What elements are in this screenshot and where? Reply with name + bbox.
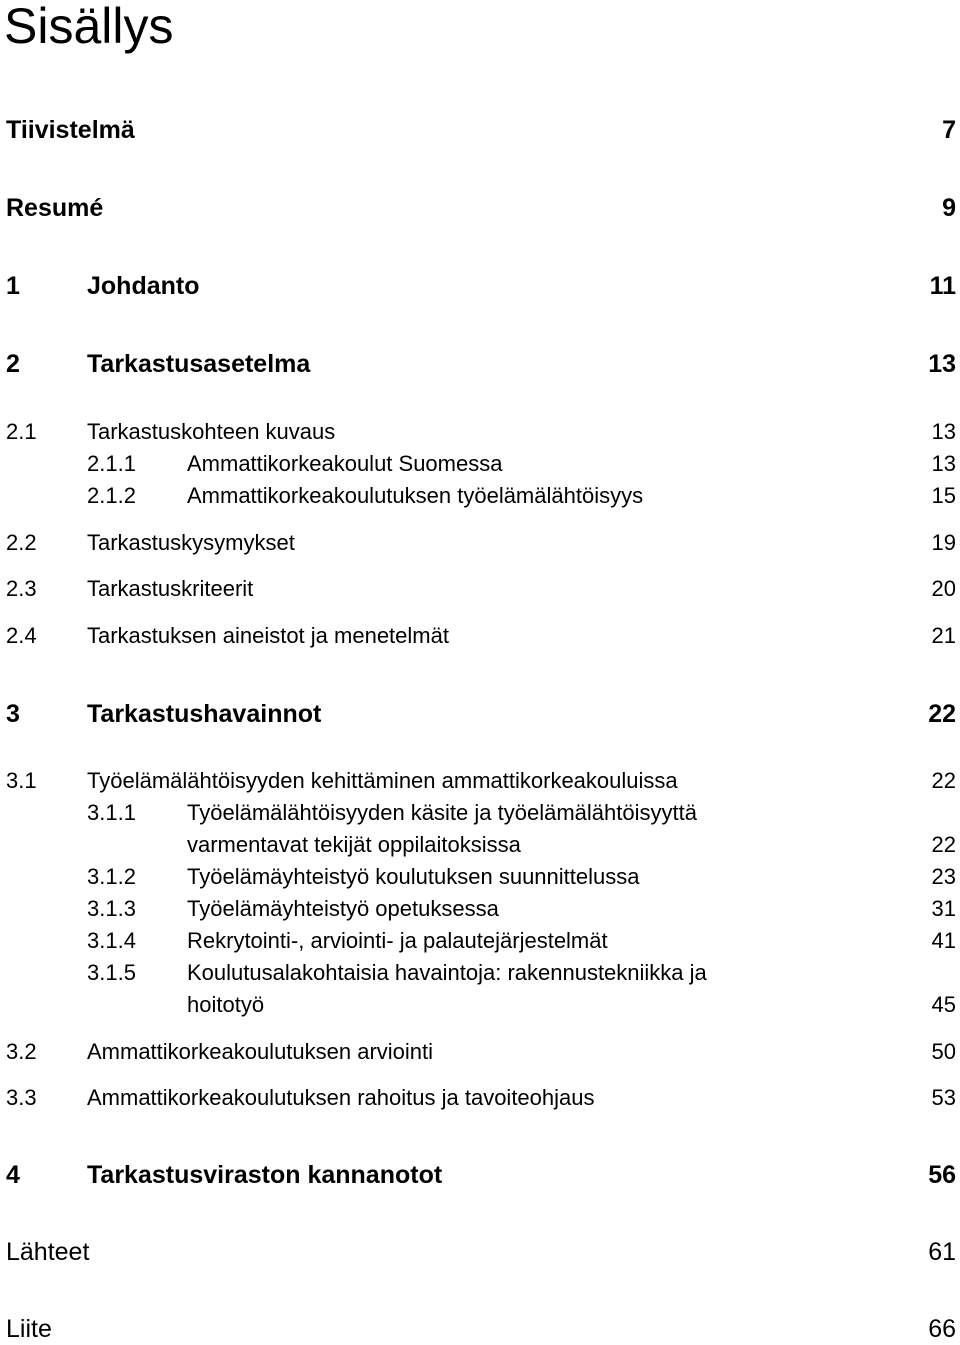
toc-entry-page: 31 bbox=[931, 896, 956, 921]
toc-entry-number: 3.3 bbox=[6, 1085, 37, 1110]
toc-entry-text: Työelämäyhteistyö opetuksessa bbox=[187, 896, 499, 921]
toc-entry-number: 3.1.3 bbox=[87, 896, 136, 921]
toc-entry-text: Tarkastuksen aineistot ja menetelmät bbox=[87, 623, 449, 648]
toc-entry-number: 1 bbox=[6, 272, 20, 300]
toc-entry-page: 13 bbox=[928, 350, 956, 378]
toc-entry-s3-1-5[interactable] bbox=[6, 959, 956, 1023]
toc-entry-text: Tarkastusviraston kannanotot bbox=[87, 1161, 443, 1189]
toc-entry-text: Työelämälähtöisyyden kehittäminen ammattikorkeakouluissa bbox=[87, 768, 678, 793]
toc-entry-page: 56 bbox=[928, 1161, 956, 1189]
toc-entry-page: 23 bbox=[931, 864, 956, 889]
toc-entry-page: 15 bbox=[931, 483, 956, 508]
toc-entry-text: Rekrytointi-, arviointi- ja palautejärjestelmät bbox=[187, 928, 608, 953]
toc-entry-text: Tiivistelmä bbox=[6, 116, 135, 144]
toc-entry-number: 4 bbox=[6, 1161, 20, 1189]
toc-entry-s3-1-1[interactable] bbox=[6, 799, 956, 863]
toc-entry-text-continuation: hoitotyö bbox=[187, 992, 265, 1017]
toc-entry-text: Tarkastuskysymykset bbox=[87, 530, 295, 555]
toc-entry-text-continuation: varmentavat tekijät oppilaitoksissa bbox=[187, 832, 521, 857]
toc-entry-page: 61 bbox=[928, 1238, 956, 1266]
toc-entry-page: 21 bbox=[931, 623, 956, 648]
toc-entry-text: Johdanto bbox=[87, 272, 200, 300]
toc-entry-number: 2.1.1 bbox=[87, 451, 136, 476]
toc-entry-page: 13 bbox=[931, 451, 956, 476]
toc-entry-page: 19 bbox=[931, 530, 956, 555]
toc-entry-page: 20 bbox=[931, 576, 956, 601]
toc-entry-page: 22 bbox=[931, 832, 956, 857]
toc-entry-text: Ammattikorkeakoulutuksen arviointi bbox=[87, 1039, 434, 1064]
toc-entry-number: 3.1.5 bbox=[87, 960, 136, 985]
toc-entry-text: Tarkastuskriteerit bbox=[87, 576, 254, 601]
toc-entry-text: Tarkastushavainnot bbox=[87, 700, 322, 728]
toc-entry-number: 2.1 bbox=[6, 419, 37, 444]
toc-entry-number: 2.3 bbox=[6, 576, 37, 601]
toc-entry-text: Ammattikorkeakoulut Suomessa bbox=[187, 451, 503, 476]
toc-entry-page: 66 bbox=[928, 1315, 956, 1343]
toc-entry-page: 22 bbox=[931, 768, 956, 793]
toc-entry-page: 7 bbox=[942, 116, 956, 144]
toc-entry-text: Liite bbox=[6, 1315, 52, 1343]
toc-entry-page: 11 bbox=[929, 272, 956, 300]
toc-entry-text: Tarkastusasetelma bbox=[87, 350, 311, 378]
toc-entry-number: 3.1.4 bbox=[87, 928, 136, 953]
toc-entry-text: Ammattikorkeakoulutuksen rahoitus ja tavoiteohjaus bbox=[87, 1085, 595, 1110]
toc-entry-number: 3.1.2 bbox=[87, 864, 136, 889]
toc-entry-number: 3.1.1 bbox=[87, 800, 136, 825]
toc-entry-page: 13 bbox=[931, 419, 956, 444]
toc-entry-number: 3 bbox=[6, 700, 20, 728]
toc-entry-text: Työelämäyhteistyö koulutuksen suunnittelussa bbox=[187, 864, 640, 889]
toc-entry-page: 50 bbox=[931, 1039, 956, 1064]
toc-entry-page: 45 bbox=[931, 992, 956, 1017]
toc-entry-number: 3.2 bbox=[6, 1039, 37, 1064]
toc-entry-page: 22 bbox=[928, 700, 956, 728]
toc-entry-number: 3.1 bbox=[6, 768, 37, 793]
page-title: Sisällys bbox=[4, 0, 174, 54]
toc-entry-number: 2.1.2 bbox=[87, 483, 136, 508]
toc-entry-text: Työelämälähtöisyyden käsite ja työelämälähtöisyyttä bbox=[187, 800, 697, 825]
toc-entry-page: 41 bbox=[931, 928, 956, 953]
toc-entry-text: Koulutusalakohtaisia havaintoja: rakennustekniikka ja bbox=[187, 960, 707, 985]
toc-entry-text: Ammattikorkeakoulutuksen työelämälähtöisyys bbox=[187, 483, 644, 508]
toc-entry-text: Tarkastuskohteen kuvaus bbox=[87, 419, 336, 444]
toc-entry-page: 53 bbox=[931, 1085, 956, 1110]
toc-entry-text: Lähteet bbox=[6, 1238, 90, 1266]
toc-entry-number: 2.2 bbox=[6, 530, 37, 555]
toc-entry-number: 2 bbox=[6, 350, 20, 378]
toc-entry-text: Resumé bbox=[6, 194, 104, 222]
toc-entry-page: 9 bbox=[942, 194, 956, 222]
toc-entry-number: 2.4 bbox=[6, 623, 37, 648]
